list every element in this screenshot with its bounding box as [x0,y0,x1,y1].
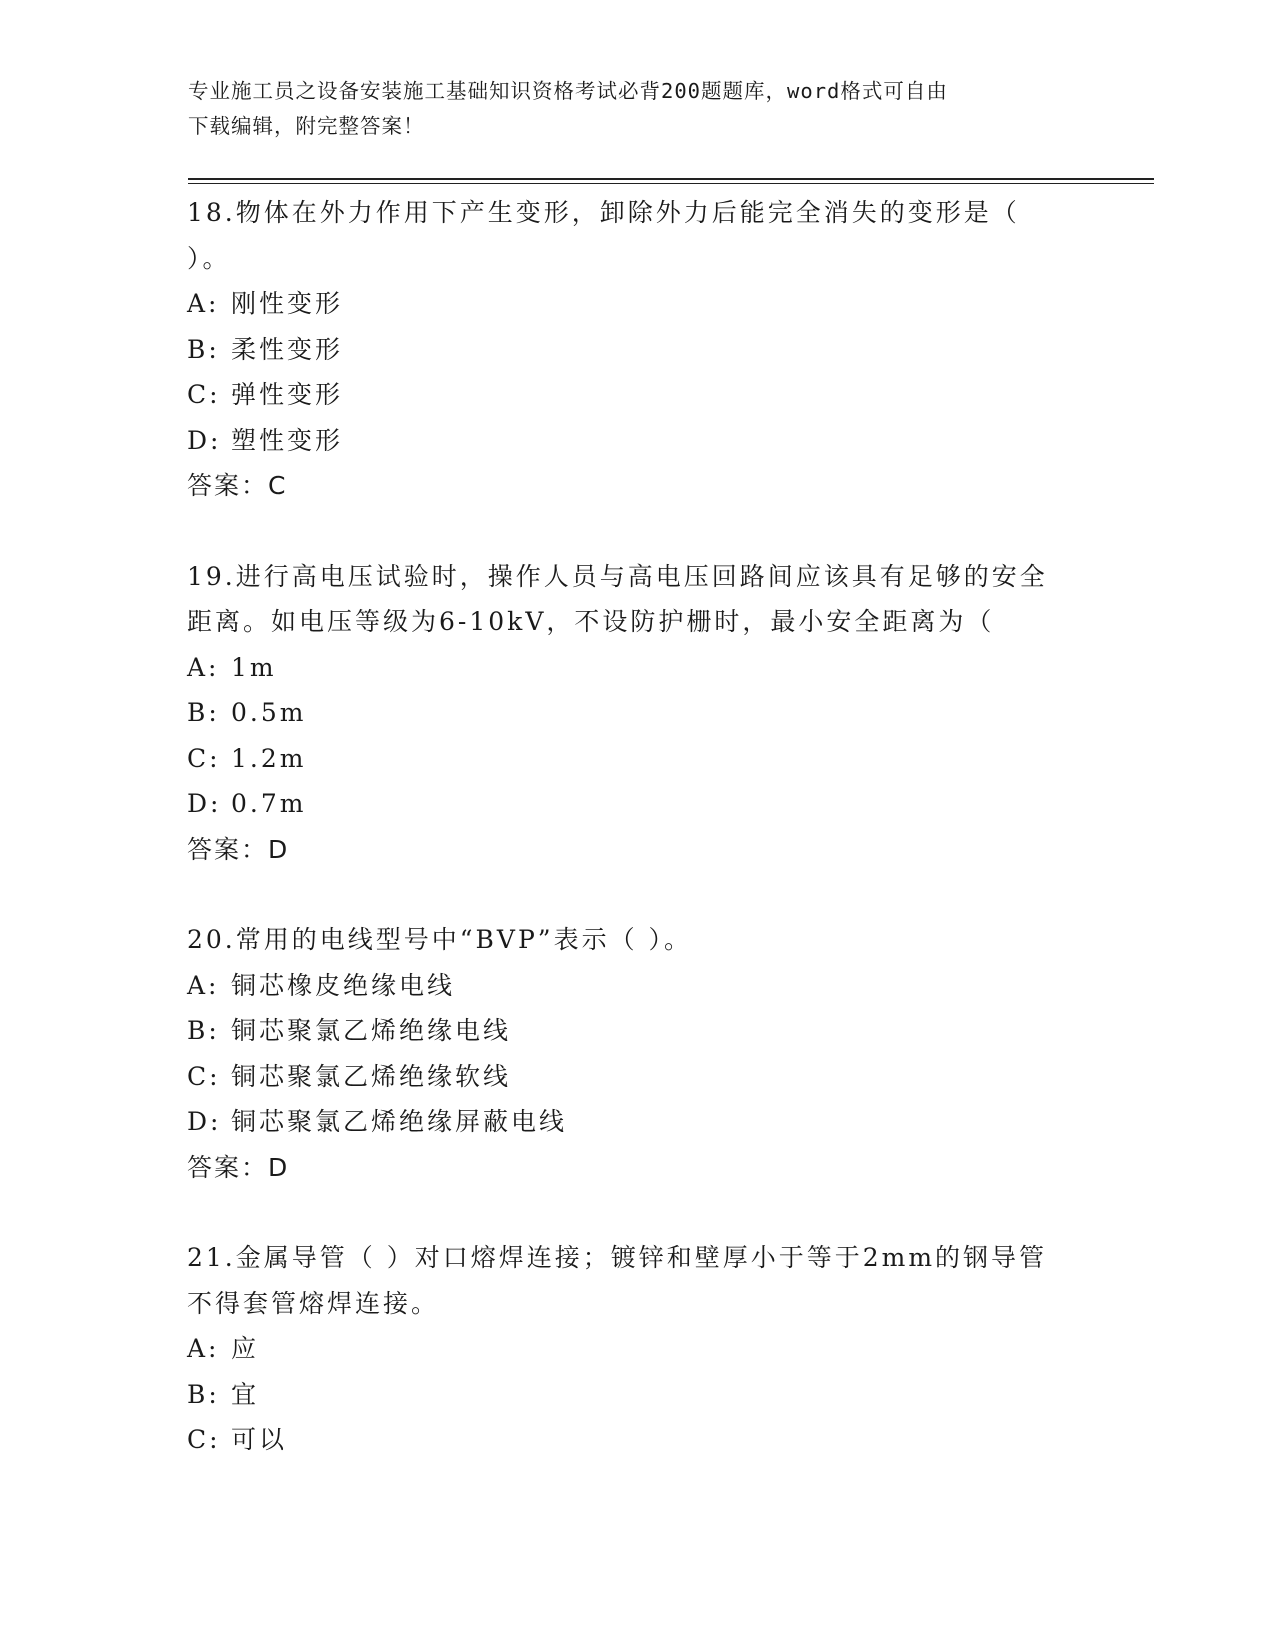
option-c [187,372,1087,418]
option-d [187,781,1087,827]
header-divider-thick [188,178,1154,180]
answer-line: 答案：D [187,834,290,864]
question-stem-line: 20.常用的电线型号中“BVP”表示（ ）。 [187,925,693,954]
header-divider-thin [188,183,1154,184]
option-key: C: [187,1425,221,1454]
question-stem-line: 18.物体在外力作用下产生变形，卸除外力后能完全消失的变形是（ [187,198,1020,227]
question-spacer [187,872,1087,917]
option-text: 应 [231,1334,260,1363]
option-key: C: [187,1061,221,1091]
option-key: D: [187,1107,222,1136]
question-stem-line: ）。 [187,243,231,273]
option-key: A: [187,970,220,1000]
option-a [187,281,1087,327]
option-c [187,736,1087,782]
option-key: C: [187,743,221,773]
option-key: A: [187,289,220,318]
option-b [187,327,1087,373]
option-text: 1.2m [231,743,307,773]
option-text: 1m [231,652,277,682]
option-a [187,645,1087,691]
document-header [188,74,1068,144]
option-text: 弹性变形 [231,380,344,409]
option-key: B: [187,1379,220,1409]
question-19 [187,554,1087,873]
option-text: 铜芯聚氯乙烯绝缘屏蔽电线 [231,1107,568,1136]
option-key: A: [187,652,220,682]
question-stem-line: 19.进行高电压试验时，操作人员与高电压回路间应该具有足够的安全 [187,561,1048,591]
option-text: 铜芯聚氯乙烯绝缘电线 [231,1016,512,1045]
option-text: 柔性变形 [231,334,344,364]
option-key: B: [187,698,220,727]
option-key: A: [187,1334,220,1363]
answer-line: 答案：D [187,1152,290,1182]
option-text: 铜芯聚氯乙烯绝缘软线 [231,1061,512,1091]
option-text: 铜芯橡皮绝缘电线 [231,970,456,1000]
answer-line: 答案：C [187,471,288,500]
option-a [187,963,1087,1009]
question-list [187,190,1087,1463]
option-a [187,1326,1087,1372]
option-key: B: [187,1016,220,1045]
question-stem-line: 21.金属导管（ ）对口熔焊连接；镀锌和壁厚小于等于2mm的钢导管 [187,1243,1048,1272]
option-d [187,1099,1087,1145]
question-spacer [187,1190,1087,1235]
option-b [187,690,1087,736]
question-21 [187,1235,1087,1463]
option-text: 可以 [231,1425,288,1454]
question-stem-line: 不得套管熔焊连接。 [187,1288,440,1318]
question-spacer [187,509,1087,554]
option-c [187,1054,1087,1100]
option-d [187,418,1087,464]
option-b [187,1372,1087,1418]
question-20 [187,917,1087,1190]
option-c [187,1417,1087,1463]
question-stem-line: 距离。如电压等级为6-10kV，不设防护栅时，最小安全距离为（ [187,607,995,636]
option-b [187,1008,1087,1054]
option-key: D: [187,789,222,818]
option-text: 0.7m [231,789,307,818]
option-text: 塑性变形 [231,425,344,455]
option-key: B: [187,334,220,364]
option-text: 宜 [231,1379,260,1409]
question-18 [187,190,1087,509]
option-key: D: [187,425,222,455]
option-key: C: [187,380,221,409]
header-line-1: 专业施工员之设备安装施工基础知识资格考试必背200题题库，word格式可自由 [188,79,948,103]
option-text: 0.5m [231,698,307,727]
header-line-2: 下载编辑，附完整答案！ [188,114,425,138]
option-text: 刚性变形 [231,289,344,318]
